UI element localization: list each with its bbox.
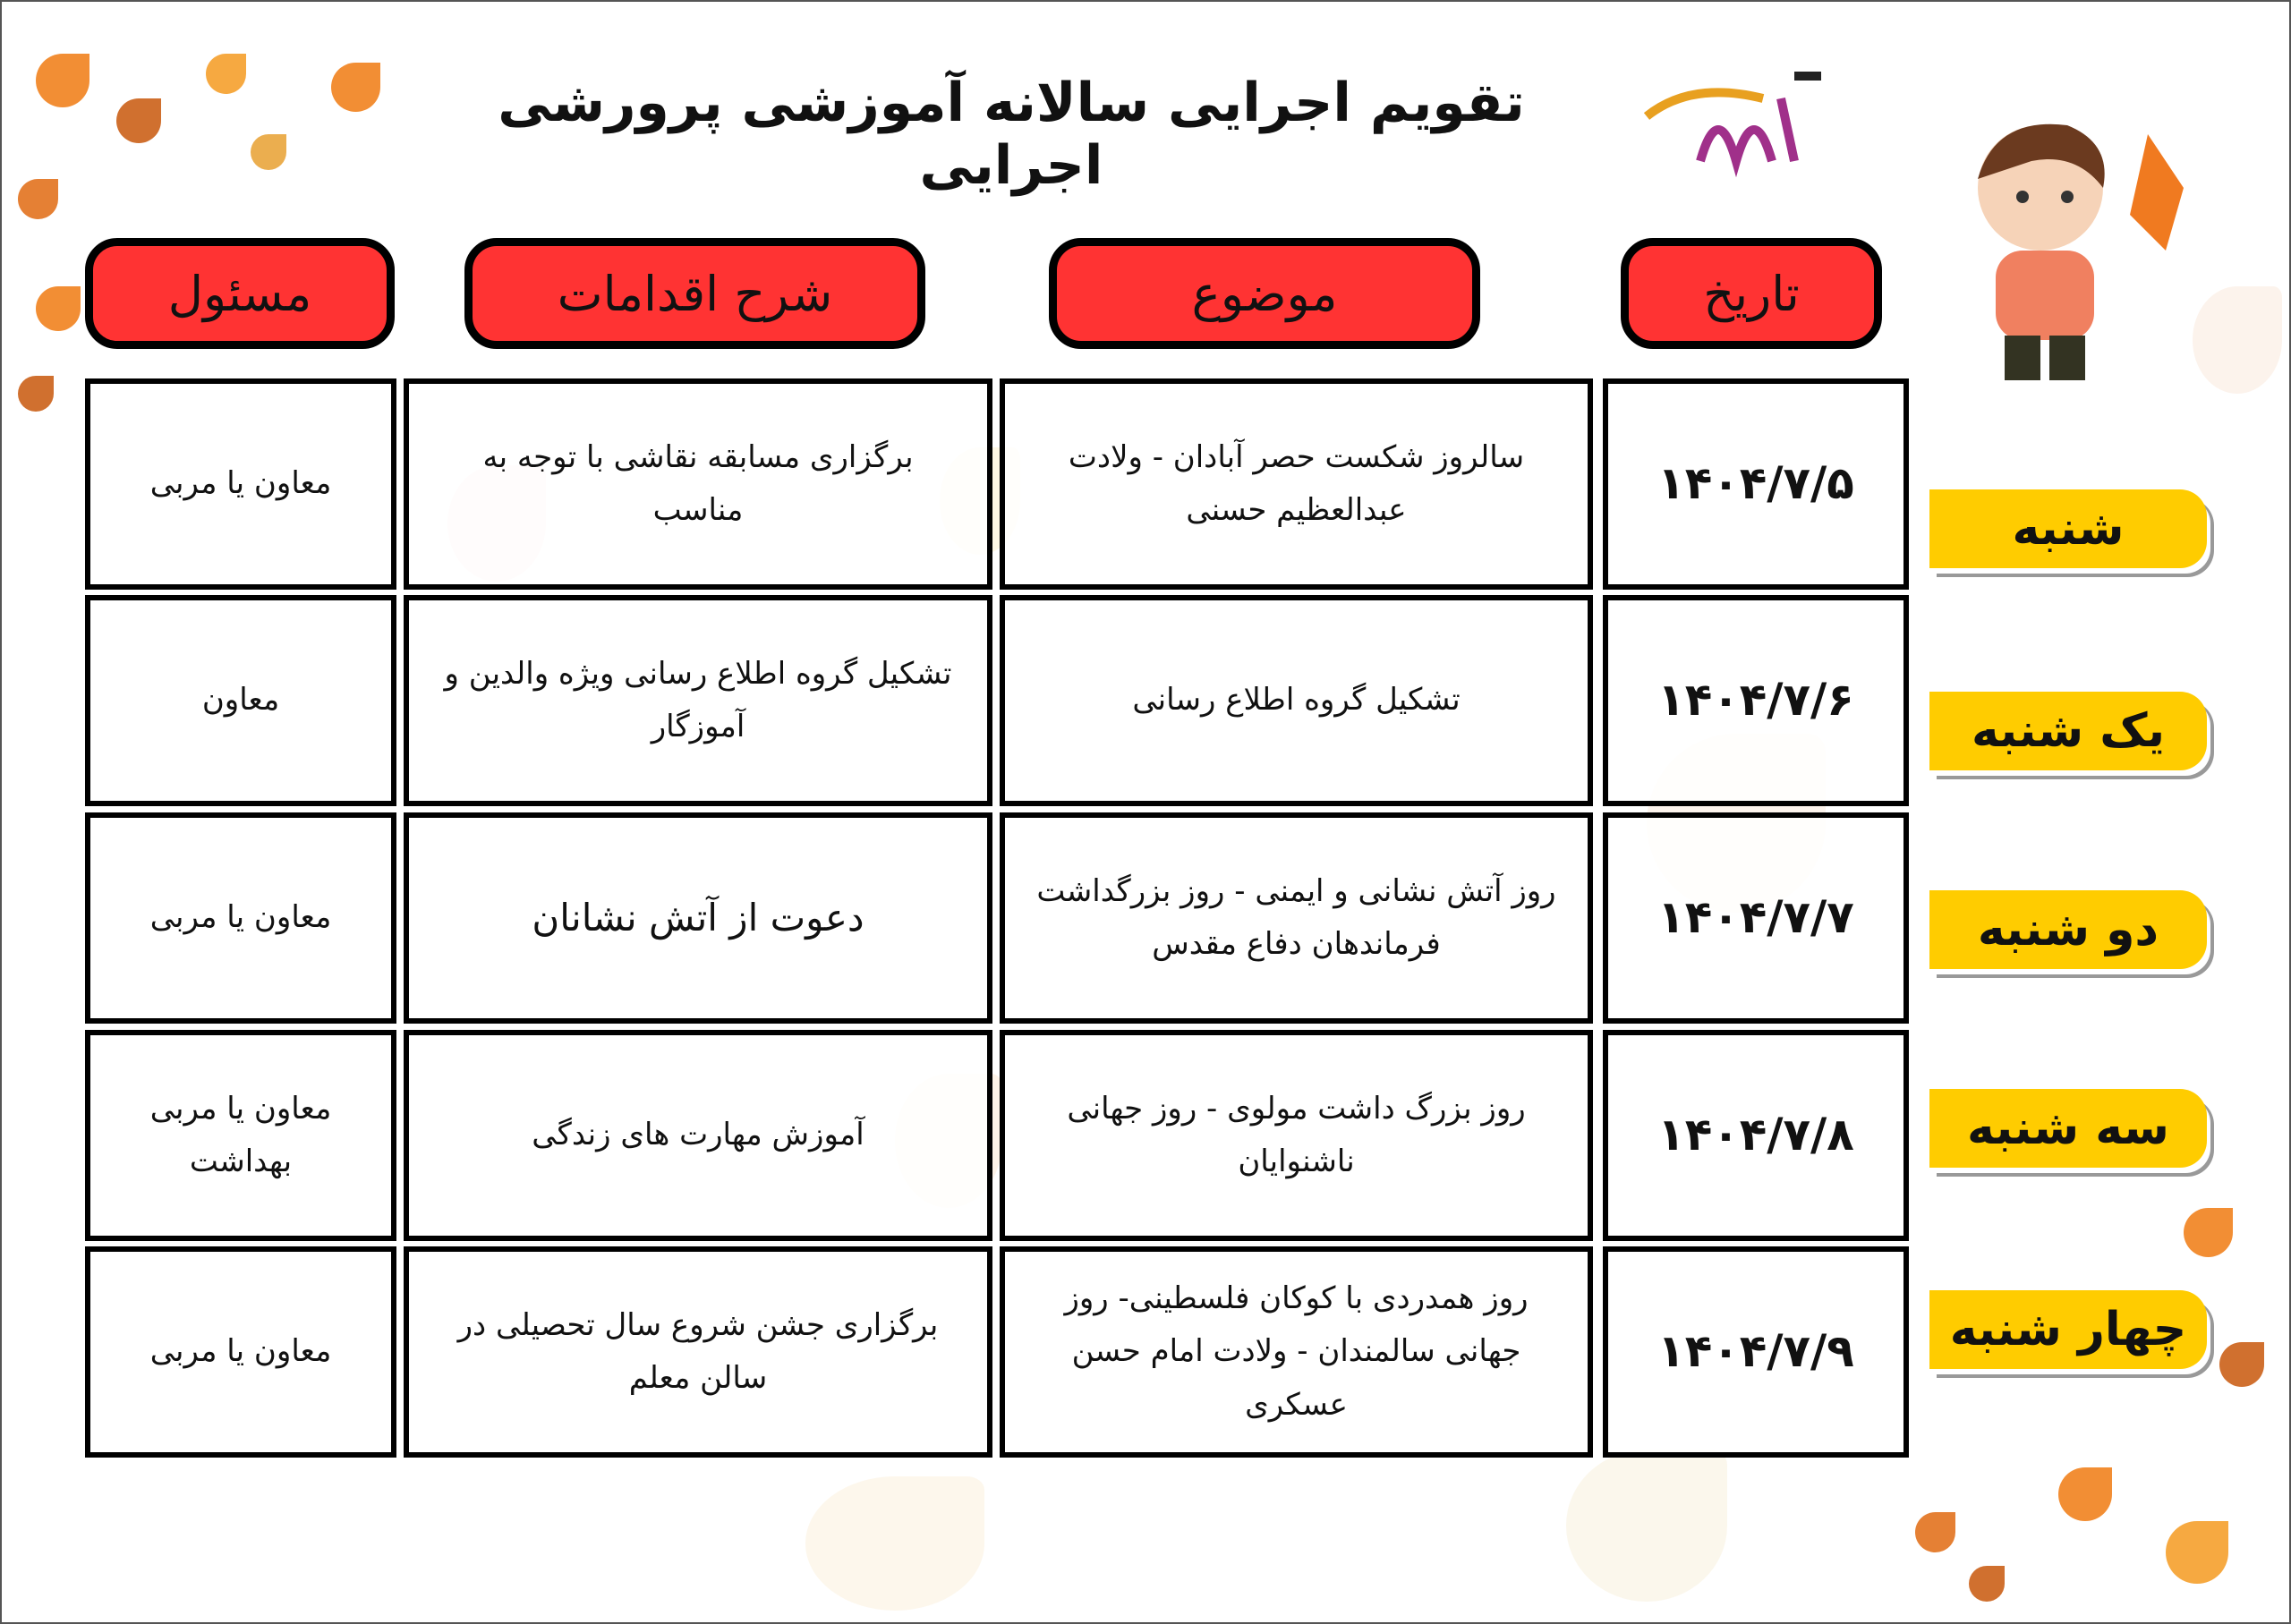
cell-date: ۱۴۰۴/۷/۸ bbox=[1603, 1030, 1909, 1241]
cell-date: ۱۴۰۴/۷/۵ bbox=[1603, 378, 1909, 590]
page-title: تقویم اجرایی سالانه آموزشی پرورشی اجرایی bbox=[498, 72, 1525, 197]
day-label: سه شنبه bbox=[1929, 1089, 2207, 1168]
cell-actions: دعوت از آتش نشانان bbox=[404, 812, 992, 1024]
cell-actions: تشکیل گروه اطلاع رسانی ویژه والدین و آموزگار bbox=[404, 595, 992, 806]
cell-actions: برگزاری مسابقه نقاشی با توجه به مناسب bbox=[404, 378, 992, 590]
cell-topic: روز بزرگ داشت مولوی - روز جهانی ناشنوایان bbox=[1000, 1030, 1593, 1241]
header-topic: موضوع bbox=[1049, 238, 1480, 349]
cell-responsible: معاون یا مربی بهداشت bbox=[85, 1030, 396, 1241]
day-label: یک شنبه bbox=[1929, 692, 2207, 770]
cell-date: ۱۴۰۴/۷/۷ bbox=[1603, 812, 1909, 1024]
day-label: شنبه bbox=[1929, 489, 2207, 568]
cell-actions: آموزش مهارت های زندگی bbox=[404, 1030, 992, 1241]
cell-responsible: معاون bbox=[85, 595, 396, 806]
cell-topic: روز آتش نشانی و ایمنی - روز بزرگداشت فرماندهان دفاع مقدس bbox=[1000, 812, 1593, 1024]
child-with-leaf-illustration bbox=[1942, 116, 2210, 403]
day-label: دو شنبه bbox=[1929, 890, 2207, 969]
day-label: چهار شنبه bbox=[1929, 1290, 2207, 1369]
cell-date: ۱۴۰۴/۷/۶ bbox=[1603, 595, 1909, 806]
header-date: تاریخ bbox=[1621, 238, 1882, 349]
cell-topic: تشکیل گروه اطلاع رسانی bbox=[1000, 595, 1593, 806]
cell-responsible: معاون یا مربی bbox=[85, 1246, 396, 1458]
cell-date: ۱۴۰۴/۷/۹ bbox=[1603, 1246, 1909, 1458]
cell-responsible: معاون یا مربی bbox=[85, 812, 396, 1024]
cell-actions: برگزاری جشن شروع سال تحصیلی در سالن معلم bbox=[404, 1246, 992, 1458]
logo bbox=[1638, 63, 1835, 179]
cell-topic: روز همدردی با کوکان فلسطینی- روز جهانی سالمندان - ولادت امام حسن عسکری bbox=[1000, 1246, 1593, 1458]
header-actions: شرح اقدامات bbox=[464, 238, 925, 349]
cell-topic: سالروز شکست حصر آبادان - ولادت عبدالعظیم حسنی bbox=[1000, 378, 1593, 590]
cell-responsible: معاون یا مربی bbox=[85, 378, 396, 590]
header-responsible: مسئول bbox=[85, 238, 395, 349]
